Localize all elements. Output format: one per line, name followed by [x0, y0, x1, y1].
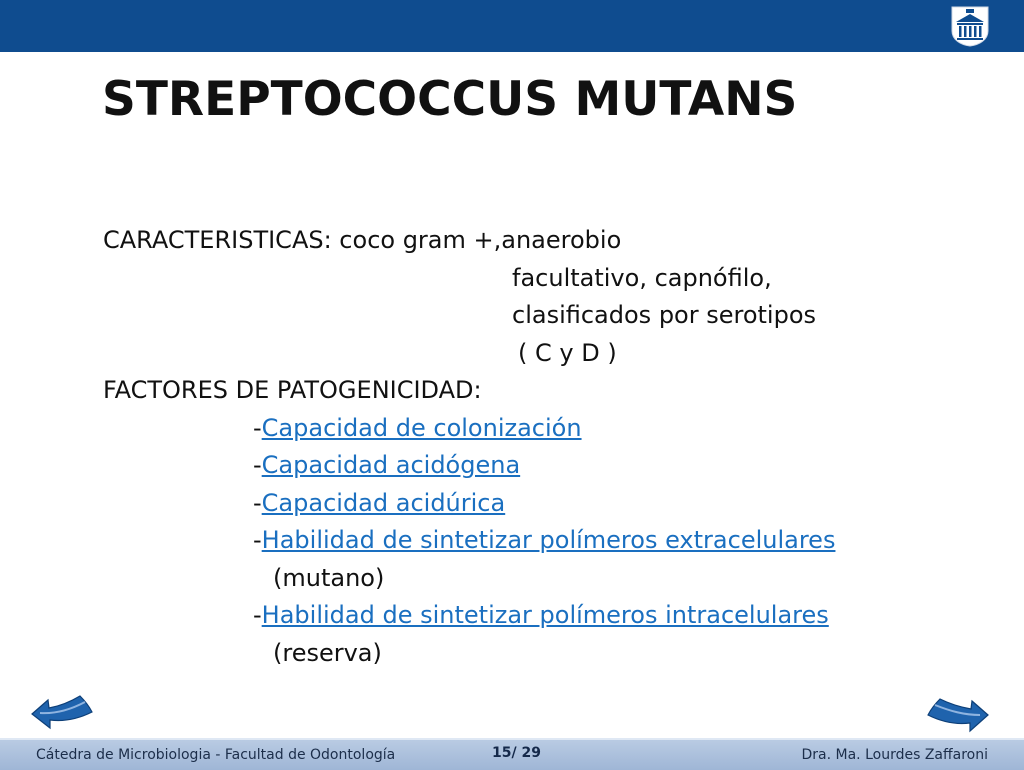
factor-prefix: -: [253, 413, 262, 442]
factor-link-intracelulares[interactable]: Habilidad de sintetizar polímeros intracelulares: [261, 601, 829, 629]
factor-item: [103, 447, 1003, 485]
arrow-left-icon[interactable]: [30, 692, 94, 732]
arrow-right-icon[interactable]: [926, 695, 990, 735]
characteristics-line: ( C y D ): [518, 338, 617, 367]
footer-author: Dra. Ma. Lourdes Zaffaroni: [801, 747, 988, 763]
factor-item: [103, 597, 1003, 635]
factor-prefix: -: [253, 488, 262, 517]
factor-prefix: -: [253, 526, 262, 554]
footer-bar: [0, 738, 1024, 770]
slide-title: STREPTOCOCCUS MUTANS: [102, 72, 798, 127]
factor-prefix: -: [253, 451, 262, 479]
page-number: 15/ 29: [492, 745, 541, 761]
factor-note: (reserva): [273, 638, 382, 667]
factor-prefix: -: [253, 601, 262, 629]
factor-link-aciduric[interactable]: Capacidad acidúrica: [261, 488, 506, 517]
factor-item: [103, 485, 1003, 523]
factors-label: FACTORES DE PATOGENICIDAD:: [103, 376, 482, 404]
footer-department: Cátedra de Microbiologia - Facultad de Odontología: [36, 747, 396, 763]
characteristics-line: clasificados por serotipos: [512, 301, 817, 329]
slide-body: [103, 222, 1003, 672]
factor-item: [103, 522, 1003, 560]
header-bar: [0, 0, 1024, 52]
factor-item: [103, 410, 1003, 448]
factor-note: (mutano): [273, 563, 385, 592]
characteristics-line: facultativo, capnófilo,: [512, 263, 772, 292]
university-logo-icon: [950, 5, 990, 47]
factor-link-acidogena[interactable]: Capacidad acidógena: [261, 451, 521, 479]
factor-link-extracelulares[interactable]: Habilidad de sintetizar polímeros extracelulares: [261, 526, 836, 554]
factor-link-colonizacion[interactable]: Capacidad de colonización: [261, 413, 582, 442]
characteristics-label: CARACTERISTICAS: coco gram +,anaerobio: [103, 226, 622, 254]
